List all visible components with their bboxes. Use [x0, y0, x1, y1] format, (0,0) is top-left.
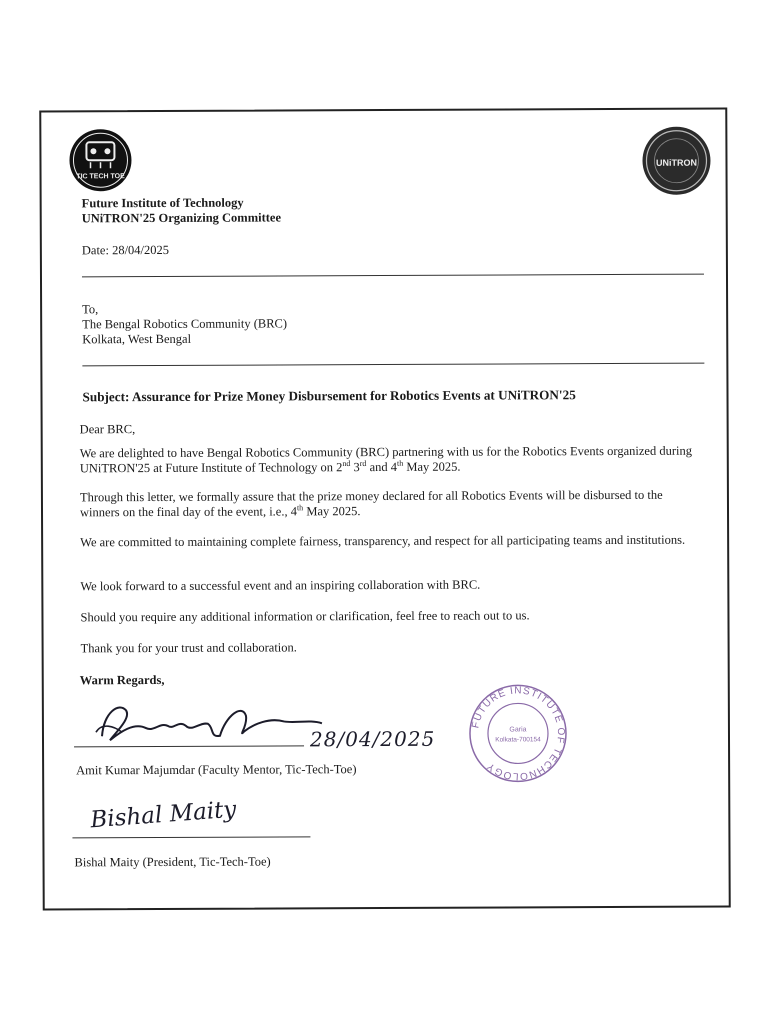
signatory-president: Bishal Maity (President, Tic-Tech-Toe) — [74, 854, 271, 870]
recipient-org: The Bengal Robotics Community (BRC) — [82, 316, 288, 332]
handwritten-date: 28/04/2025 — [309, 726, 436, 752]
signature-president: Bishal Maity — [89, 796, 238, 834]
closing: Warm Regards, — [79, 672, 165, 688]
paragraph-contact: Should you require any additional information or clarification, feel free to reach out to us. — [80, 608, 530, 625]
paragraph-thanks: Thank you for your trust and collaboration. — [80, 640, 297, 656]
paragraph-commitment: We are committed to maintaining complete fairness, transparency, and respect for all participating teams and institutions. — [80, 532, 686, 550]
letter-page — [39, 108, 730, 911]
svg-text:UNiTRON: UNiTRON — [655, 157, 698, 168]
institute-name: Future Institute of Technology — [81, 195, 244, 211]
signatory-faculty-mentor: Amit Kumar Majumdar (Faculty Mentor, Tic-Tech-Toe) — [76, 762, 357, 778]
divider — [82, 274, 704, 278]
divider — [82, 363, 704, 367]
salutation: Dear BRC, — [79, 422, 136, 437]
institute-stamp — [460, 683, 576, 784]
svg-text:Garia: Garia — [509, 726, 527, 734]
paragraph-partnership: We are delighted to have Bengal Robotics Community (BRC) partnering with us for the Robotics Events organized during UNiTRON'25 at Future Institute of Technology on 2nd 3rd and 4th May 2025. — [79, 443, 692, 476]
recipient-to: To, — [82, 302, 99, 317]
signature-line — [72, 836, 310, 838]
tic-tech-toe-logo — [68, 128, 132, 192]
paragraph-assurance: Through this letter, we formally assure that the prize money declared for all Robotics Events will be disbursed to the winners on the final day of the event, i.e., 4th May 2025. — [79, 487, 663, 520]
committee-name: UNiTRON'25 Organizing Committee — [81, 210, 282, 226]
unitron-logo — [641, 126, 711, 196]
svg-text:FUTURE INSTITUTE OF TECHNOLOGY: FUTURE INSTITUTE OF TECHNOLOGY — [470, 685, 567, 782]
recipient-place: Kolkata, West Bengal — [82, 331, 192, 347]
letter-subject: Subject: Assurance for Prize Money Disbursement for Robotics Events at UNiTRON'25 — [82, 387, 576, 405]
paragraph-collaboration: We look forward to a successful event and an inspiring collaboration with BRC. — [80, 577, 481, 594]
svg-text:Kolkata-700154: Kolkata-700154 — [495, 736, 541, 744]
svg-text:TIC TECH TOE: TIC TECH TOE — [76, 173, 125, 181]
letter-date: Date: 28/04/2025 — [81, 242, 170, 258]
